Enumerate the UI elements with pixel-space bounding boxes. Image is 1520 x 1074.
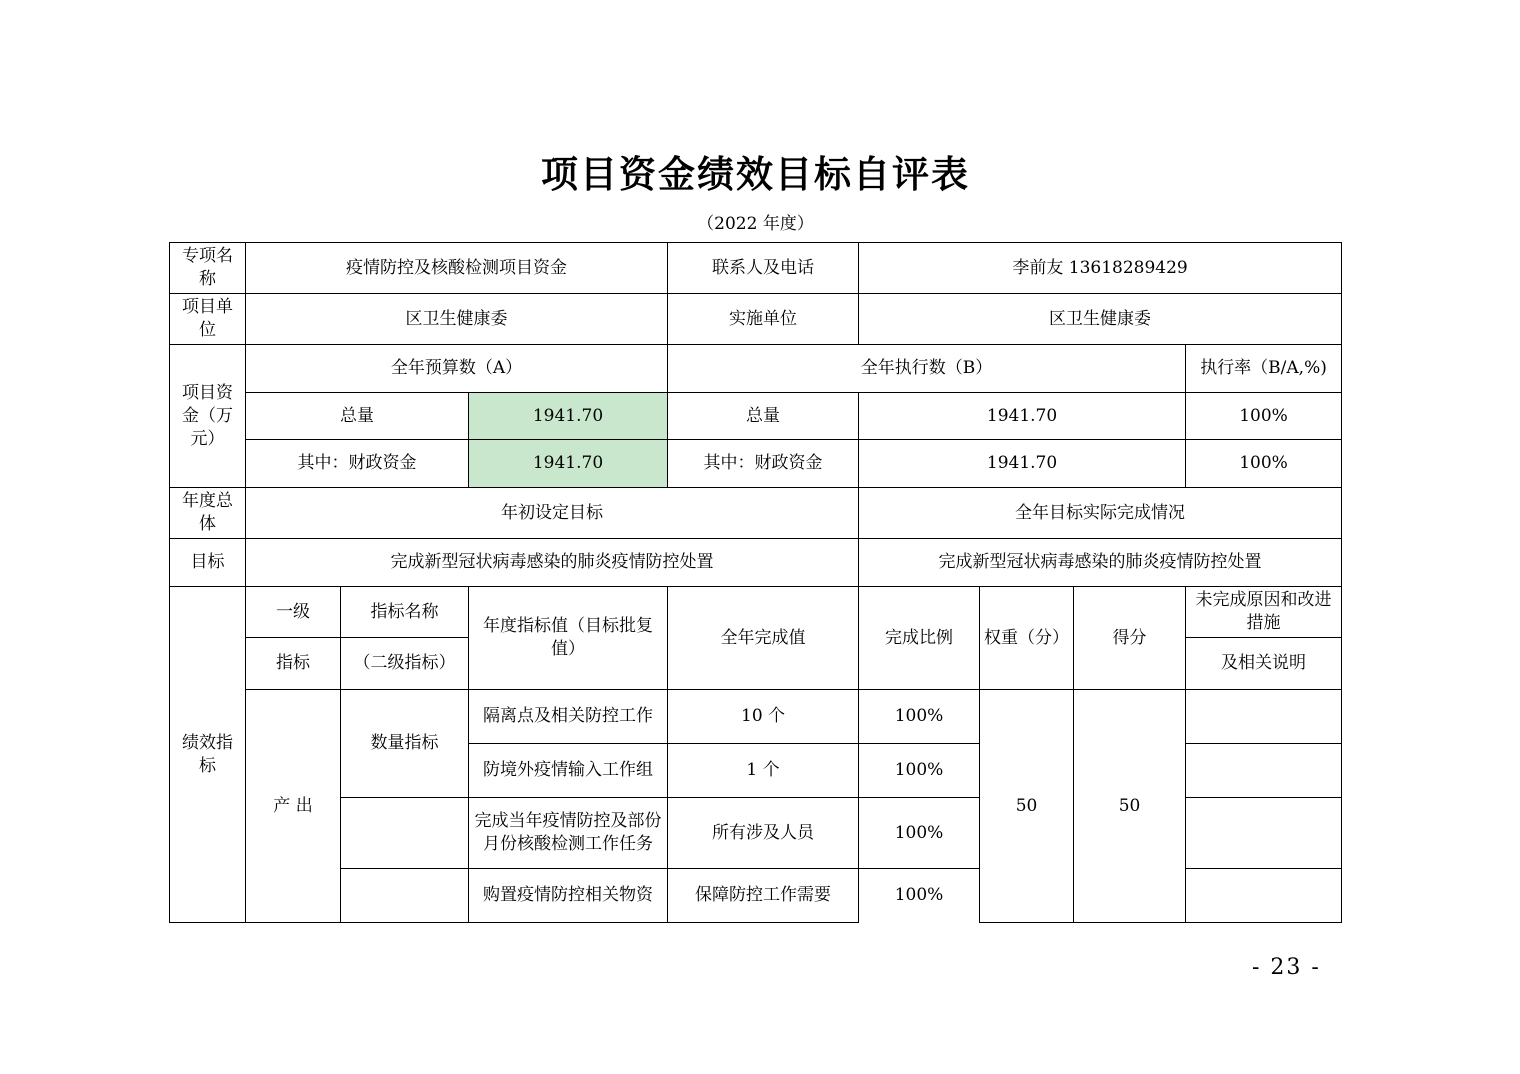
funds-label: 项目资金（万元）	[170, 345, 246, 488]
reason-cell	[1186, 869, 1342, 923]
project-unit-value: 区卫生健康委	[246, 294, 668, 345]
fiscal-label: 其中：财政资金	[246, 440, 469, 488]
actual-goal-value: 完成新型冠状病毒感染的肺炎疫情防控处置	[859, 539, 1342, 587]
exec-header: 全年执行数（B）	[668, 345, 1186, 393]
total-rate-value: 100%	[1186, 393, 1342, 440]
reason-cell	[1186, 744, 1342, 798]
annual-value-header: 年度指标值（目标批复值）	[469, 587, 668, 690]
reason-cell	[1186, 798, 1342, 869]
total-budget-value: 1941.70	[469, 393, 668, 440]
completed-value-header: 全年完成值	[668, 587, 859, 690]
weight-header: 权重（分）	[980, 587, 1074, 690]
page-number: - 23 -	[1252, 955, 1321, 980]
ratio-cell: 100%	[859, 798, 980, 869]
level2-quantity: 数量指标	[341, 690, 469, 798]
completed-cell: 所有涉及人员	[668, 798, 859, 869]
level2-empty	[341, 869, 469, 923]
indicator-cell: 购置疫情防控相关物资	[469, 869, 668, 923]
page-subtitle: （2022 年度）	[697, 214, 814, 234]
contact-label: 联系人及电话	[668, 243, 859, 294]
ratio-cell: 100%	[859, 744, 980, 798]
initial-goal-header: 年初设定目标	[246, 488, 859, 539]
score-header: 得分	[1074, 587, 1186, 690]
level1-header-bottom: 指标	[246, 638, 341, 690]
level1-header-top: 一级	[246, 587, 341, 638]
ratio-cell: 100%	[894, 885, 944, 906]
contact-value: 李前友 13618289429	[859, 243, 1342, 294]
level1-output: 产 出	[246, 690, 341, 923]
reason-header-top: 未完成原因和改进措施	[1186, 587, 1342, 638]
rate-header: 执行率（B/A,%)	[1186, 345, 1342, 393]
name-header-bottom: （二级指标）	[341, 638, 469, 690]
completed-cell: 10 个	[668, 690, 859, 744]
indicator-cell: 防境外疫情输入工作组	[469, 744, 668, 798]
weight-value: 50	[980, 690, 1074, 923]
total-exec-value: 1941.70	[859, 393, 1186, 440]
performance-label: 绩效指标	[170, 587, 246, 923]
fiscal-rate-value: 100%	[1186, 440, 1342, 488]
ratio-cell: 100%	[859, 690, 980, 744]
impl-unit-value: 区卫生健康委	[859, 294, 1342, 345]
ratio-header: 完成比例	[859, 587, 980, 690]
score-value: 50	[1074, 690, 1186, 923]
total-label: 总量	[246, 393, 469, 440]
annual-goal-label-top: 年度总体	[170, 488, 246, 539]
name-header-top: 指标名称	[341, 587, 469, 638]
project-unit-label: 项目单位	[170, 294, 246, 345]
project-name-value: 疫情防控及核酸检测项目资金	[246, 243, 668, 294]
total-exec-label: 总量	[668, 393, 859, 440]
budget-header: 全年预算数（A）	[246, 345, 668, 393]
fiscal-exec-label: 其中：财政资金	[668, 440, 859, 488]
fiscal-budget-value: 1941.70	[469, 440, 668, 488]
page-title: 项目资金绩效目标自评表	[541, 153, 970, 196]
initial-goal-value: 完成新型冠状病毒感染的肺炎疫情防控处置	[246, 539, 859, 587]
indicator-cell: 完成当年疫情防控及部份月份核酸检测工作任务	[469, 798, 668, 869]
performance-table	[169, 242, 1342, 923]
completed-cell: 保障防控工作需要	[668, 869, 859, 923]
project-name-label: 专项名称	[170, 243, 246, 294]
annual-goal-label-bottom: 目标	[170, 539, 246, 587]
reason-header-bottom: 及相关说明	[1186, 638, 1342, 690]
indicator-cell: 隔离点及相关防控工作	[469, 690, 668, 744]
level2-empty	[341, 798, 469, 869]
impl-unit-label: 实施单位	[668, 294, 859, 345]
fiscal-exec-value: 1941.70	[859, 440, 1186, 488]
actual-goal-header: 全年目标实际完成情况	[859, 488, 1342, 539]
completed-cell: 1 个	[668, 744, 859, 798]
reason-cell	[1186, 690, 1342, 744]
